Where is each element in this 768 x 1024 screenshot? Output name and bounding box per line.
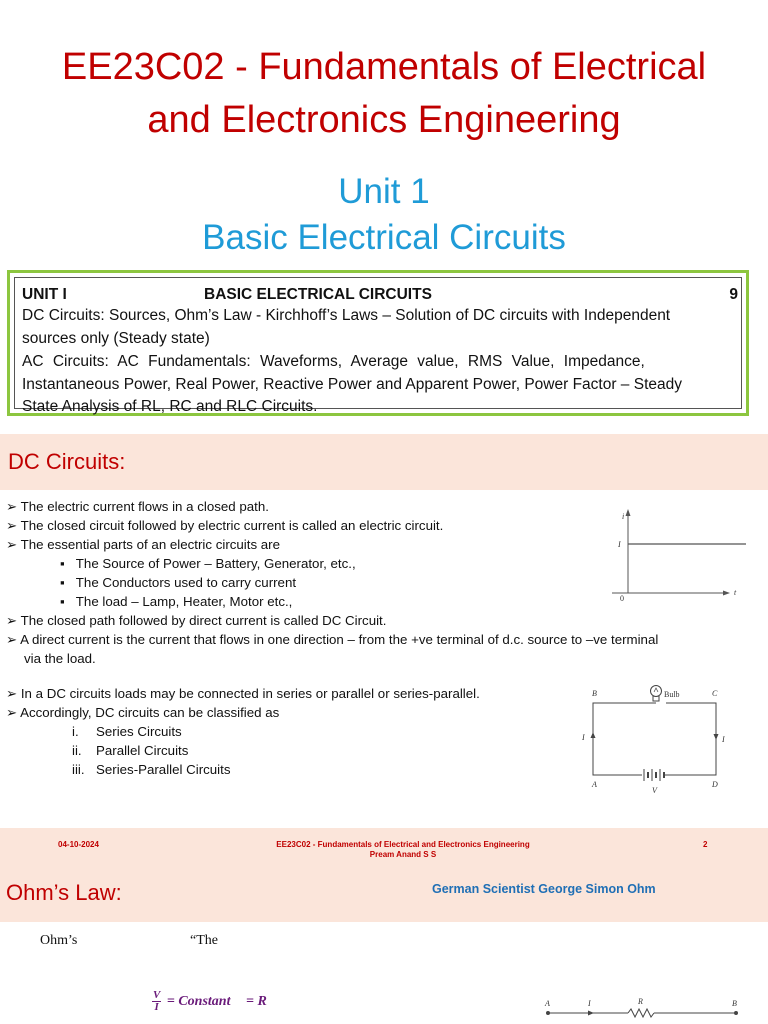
voltage-label: V	[652, 786, 657, 795]
footer-author: Pream Anand S S	[369, 850, 437, 859]
dc-current-graph	[600, 505, 750, 605]
dc-heading-band	[0, 434, 768, 490]
numbered-item: ii. Parallel Circuits	[72, 743, 189, 758]
sub-list-item: ▪ The Conductors used to carry current	[60, 575, 297, 590]
current-arrow-up-icon	[591, 732, 596, 738]
ohm-heading: Ohm’s Law:	[6, 880, 122, 905]
numbered-item: i. Series Circuits	[72, 724, 182, 739]
ohm-current-arrow-icon	[588, 1011, 594, 1016]
unit-number: Unit 1	[338, 172, 430, 211]
dc-heading: DC Circuits:	[8, 449, 126, 474]
ohm-quote-start: “The	[190, 933, 218, 948]
graph-y-label: i	[622, 512, 625, 521]
list-item: ➢ The electric current flows in a closed path.	[6, 499, 269, 514]
list-item-continued: via the load.	[24, 651, 96, 666]
footer-page-number: 2	[703, 840, 708, 849]
ohm-terminal-b	[734, 1011, 738, 1015]
page-title: EE23C02 - Fundamentals of Electrical	[61, 46, 707, 88]
ohm-current-label: I	[588, 999, 591, 1008]
node-label-d: D	[712, 780, 718, 789]
formula-numerator: V	[153, 989, 161, 1001]
resistor-icon	[628, 1009, 654, 1017]
list-item: ➢ In a DC circuits loads may be connected in series or parallel or series-parallel.	[6, 686, 480, 701]
graph-x-label: t	[734, 588, 737, 597]
syllabus-line: Instantaneous Power, Real Power, Reactive Power and Apparent Power, Power Factor – Steady	[22, 376, 682, 393]
circuit-wire-right	[664, 703, 716, 775]
formula-constant: = Constant	[166, 993, 231, 1009]
node-label-a: A	[592, 780, 597, 789]
syllabus-line: DC Circuits: Sources, Ohm’s Law - Kirchhoff’s Laws – Solution of DC circuits with Independent	[22, 307, 671, 324]
bulb-label: Bulb	[664, 690, 680, 699]
slide-footer	[0, 828, 768, 866]
graph-x-arrow	[723, 591, 730, 596]
current-label-left: I	[582, 733, 585, 742]
syllabus-line: AC Circuits: AC Fundamentals: Waveforms, Average value, RMS Value, Impedance,	[22, 353, 645, 370]
ohm-scientist: German Scientist George Simon Ohm	[432, 882, 656, 896]
footer-course: EE23C02 - Fundamentals of Electrical and Electronics Engineering	[276, 840, 530, 849]
current-arrow-down-icon	[714, 734, 719, 740]
syllabus-hours: 9	[729, 286, 738, 303]
syllabus-header	[22, 283, 738, 306]
current-label-right: I	[722, 735, 725, 744]
syllabus-box	[7, 270, 749, 416]
circuit-wire-left	[593, 703, 656, 775]
list-item: ➢ The closed circuit followed by electric current is called an electric circuit.	[6, 518, 444, 533]
formula-resistance: = R	[245, 993, 267, 1009]
formula-denominator: I	[154, 1001, 159, 1013]
syllabus-unit-heading: BASIC ELECTRICAL CIRCUITS	[204, 286, 432, 303]
ohm-node-b: B	[732, 999, 737, 1008]
syllabus-line: State Analysis of RL, RC and RLC Circuits.	[22, 398, 318, 415]
numbered-item: iii. Series-Parallel Circuits	[72, 762, 231, 777]
ohm-node-a: A	[545, 999, 550, 1008]
unit-title: Basic Electrical Circuits	[202, 218, 566, 257]
ohm-text-start: Ohm’s	[40, 933, 78, 948]
page-title-line2: and Electronics Engineering	[147, 99, 621, 141]
graph-origin-label: 0	[620, 594, 624, 603]
sub-list-item: ▪ The Source of Power – Battery, Generator, etc.,	[60, 556, 356, 571]
node-label-c: C	[712, 689, 718, 698]
list-item: ➢ A direct current is the current that flows in one direction – from the +ve terminal of d.c. source to –ve terminal	[6, 632, 659, 647]
syllabus-line: sources only (Steady state)	[22, 330, 210, 347]
list-item: ➢ The closed path followed by direct current is called DC Circuit.	[6, 613, 387, 628]
ohm-resistor-label: R	[638, 997, 643, 1006]
syllabus-unit-label: UNIT I	[22, 286, 67, 303]
sub-list-item: ▪ The load – Lamp, Heater, Motor etc.,	[60, 594, 293, 609]
ohm-formula	[152, 990, 267, 1013]
list-item: ➢ The essential parts of an electric circuits are	[6, 537, 281, 552]
node-label-b: B	[592, 689, 597, 698]
list-item: ➢ Accordingly, DC circuits can be classified as	[6, 705, 280, 720]
graph-y-arrow	[626, 509, 631, 516]
ohm-heading-band	[0, 866, 768, 922]
dc-circuit-diagram	[578, 680, 738, 798]
ohm-circuit-diagram	[540, 996, 768, 1024]
footer-date: 04-10-2024	[58, 840, 99, 849]
graph-level-label: I	[618, 540, 621, 549]
bulb-icon	[651, 686, 662, 697]
